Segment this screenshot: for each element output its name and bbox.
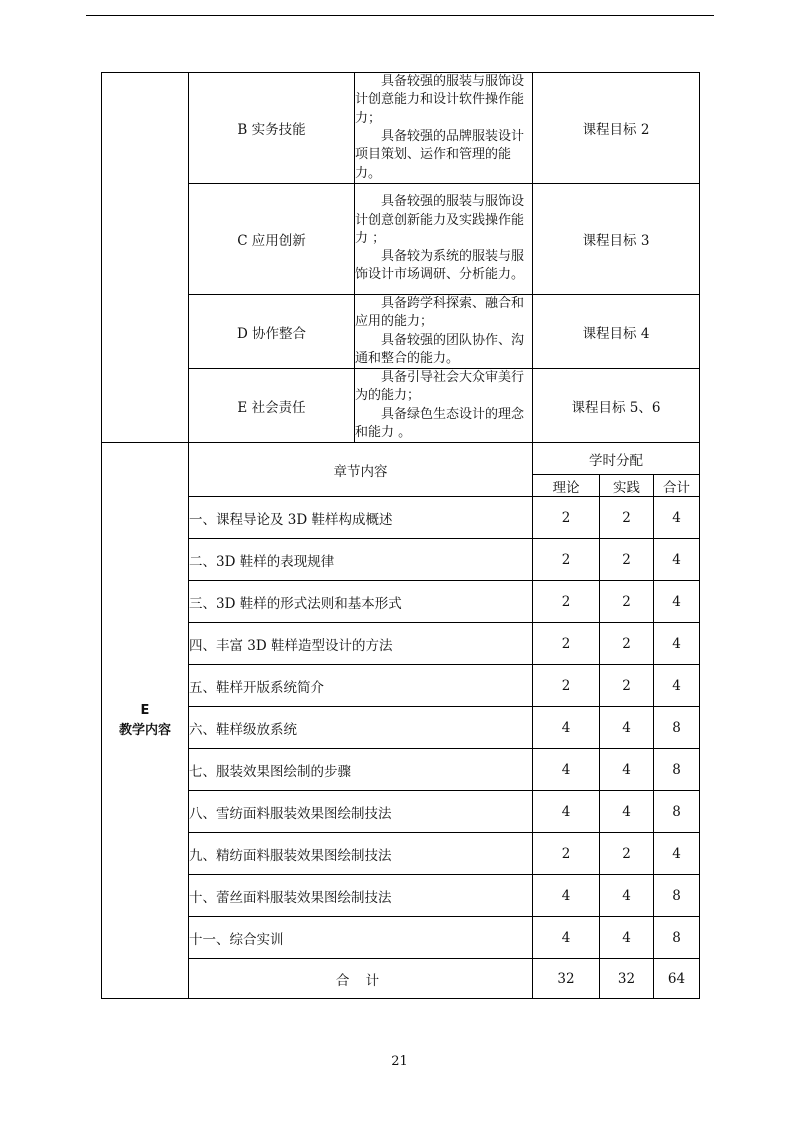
practice-hours: 4 bbox=[600, 707, 654, 749]
table-row bbox=[102, 497, 700, 539]
chapter-title: 四、丰富 3D 鞋样造型设计的方法 bbox=[189, 623, 533, 665]
chapter-title: 一、课程导论及 3D 鞋样构成概述 bbox=[189, 497, 533, 539]
practice-hours: 4 bbox=[600, 875, 654, 917]
course-table bbox=[101, 72, 700, 999]
chapter-title: 六、鞋样级放系统 bbox=[189, 707, 533, 749]
chapter-title: 三、3D 鞋样的形式法则和基本形式 bbox=[189, 581, 533, 623]
description-line: 具备绿色生态设计的理念和能力 。 bbox=[355, 406, 525, 441]
total-hours: 8 bbox=[654, 707, 700, 749]
total-header: 合计 bbox=[654, 475, 700, 497]
total-hours: 8 bbox=[654, 749, 700, 791]
theory-header: 理论 bbox=[533, 475, 600, 497]
total-hours: 8 bbox=[654, 791, 700, 833]
competency-category: E 社会责任 bbox=[189, 369, 355, 443]
competency-description bbox=[355, 369, 533, 443]
competency-description bbox=[355, 184, 533, 295]
competency-description bbox=[355, 73, 533, 184]
total-hours: 4 bbox=[654, 623, 700, 665]
header-rule bbox=[86, 15, 714, 16]
table-row bbox=[102, 833, 700, 875]
hours-header: 学时分配 bbox=[533, 443, 700, 475]
description-line: 具备较强的服装与服饰设计创意能力和设计软件操作能力； bbox=[355, 74, 525, 126]
practice-hours: 2 bbox=[600, 665, 654, 707]
chapter-title: 九、精纺面料服装效果图绘制技法 bbox=[189, 833, 533, 875]
competency-row bbox=[102, 184, 700, 295]
practice-header: 实践 bbox=[600, 475, 654, 497]
theory-hours: 4 bbox=[533, 917, 600, 959]
theory-hours: 2 bbox=[533, 623, 600, 665]
practice-hours: 4 bbox=[600, 791, 654, 833]
competency-category: B 实务技能 bbox=[189, 73, 355, 184]
theory-hours: 4 bbox=[533, 875, 600, 917]
section-label-cell bbox=[102, 443, 189, 999]
sum-theory: 32 bbox=[533, 959, 600, 999]
table-row bbox=[102, 749, 700, 791]
total-hours: 4 bbox=[654, 581, 700, 623]
table-row bbox=[102, 707, 700, 749]
competency-description bbox=[355, 295, 533, 369]
competency-row bbox=[102, 369, 700, 443]
theory-hours: 2 bbox=[533, 497, 600, 539]
chapter-title: 八、雪纺面料服装效果图绘制技法 bbox=[189, 791, 533, 833]
description-line: 具备跨学科探索、融合和应用的能力； bbox=[355, 296, 525, 330]
total-hours: 4 bbox=[654, 539, 700, 581]
total-hours: 4 bbox=[654, 665, 700, 707]
table-row bbox=[102, 623, 700, 665]
chapter-title: 五、鞋样开版系统简介 bbox=[189, 665, 533, 707]
table-row bbox=[102, 917, 700, 959]
course-goal: 课程目标 2 bbox=[533, 73, 700, 184]
practice-hours: 2 bbox=[600, 833, 654, 875]
theory-hours: 4 bbox=[533, 791, 600, 833]
table-row bbox=[102, 665, 700, 707]
description-line: 具备较为系统的服装与服饰设计市场调研、分析能力。 bbox=[355, 249, 525, 283]
table-row bbox=[102, 875, 700, 917]
course-goal: 课程目标 3 bbox=[533, 184, 700, 295]
theory-hours: 2 bbox=[533, 833, 600, 875]
description-line: 具备较强的服装与服饰设计创意创新能力及实践操作能力 ； bbox=[355, 194, 525, 246]
practice-hours: 2 bbox=[600, 623, 654, 665]
competency-row bbox=[102, 73, 700, 184]
total-hours: 8 bbox=[654, 875, 700, 917]
description-line: 具备较强的团队协作、沟通和整合的能力。 bbox=[355, 332, 525, 366]
total-hours: 8 bbox=[654, 917, 700, 959]
course-goal: 课程目标 5、6 bbox=[533, 369, 700, 443]
competency-category: C 应用创新 bbox=[189, 184, 355, 295]
theory-hours: 4 bbox=[533, 707, 600, 749]
chapter-title: 十一、综合实训 bbox=[189, 917, 533, 959]
sum-practice: 32 bbox=[600, 959, 654, 999]
practice-hours: 4 bbox=[600, 917, 654, 959]
practice-hours: 2 bbox=[600, 497, 654, 539]
chapter-title: 二、3D 鞋样的表现规律 bbox=[189, 539, 533, 581]
theory-hours: 2 bbox=[533, 581, 600, 623]
table-row bbox=[102, 791, 700, 833]
practice-hours: 4 bbox=[600, 749, 654, 791]
chapter-title: 七、服装效果图绘制的步骤 bbox=[189, 749, 533, 791]
description-line: 具备引导社会大众审美行为的能力； bbox=[355, 370, 525, 404]
theory-hours: 2 bbox=[533, 665, 600, 707]
sum-total: 64 bbox=[654, 959, 700, 999]
course-goal: 课程目标 4 bbox=[533, 295, 700, 369]
practice-hours: 2 bbox=[600, 581, 654, 623]
total-hours: 4 bbox=[654, 497, 700, 539]
description-line: 具备较强的品牌服装设计项目策划、运作和管理的能力。 bbox=[355, 129, 525, 181]
table-row bbox=[102, 581, 700, 623]
competency-row bbox=[102, 295, 700, 369]
total-hours: 4 bbox=[654, 833, 700, 875]
teaching-header-row bbox=[102, 443, 700, 475]
chapter-title: 十、蕾丝面料服装效果图绘制技法 bbox=[189, 875, 533, 917]
total-label: 合 计 bbox=[189, 959, 533, 999]
theory-hours: 4 bbox=[533, 749, 600, 791]
section-title: 教学内容 bbox=[118, 722, 171, 738]
competency-left-cell bbox=[102, 73, 189, 443]
section-letter: E bbox=[140, 702, 150, 718]
chapter-header: 章节内容 bbox=[189, 443, 533, 497]
total-row bbox=[102, 959, 700, 999]
competency-category: D 协作整合 bbox=[189, 295, 355, 369]
page-number: 21 bbox=[391, 1054, 408, 1069]
practice-hours: 2 bbox=[600, 539, 654, 581]
theory-hours: 2 bbox=[533, 539, 600, 581]
table-row bbox=[102, 539, 700, 581]
